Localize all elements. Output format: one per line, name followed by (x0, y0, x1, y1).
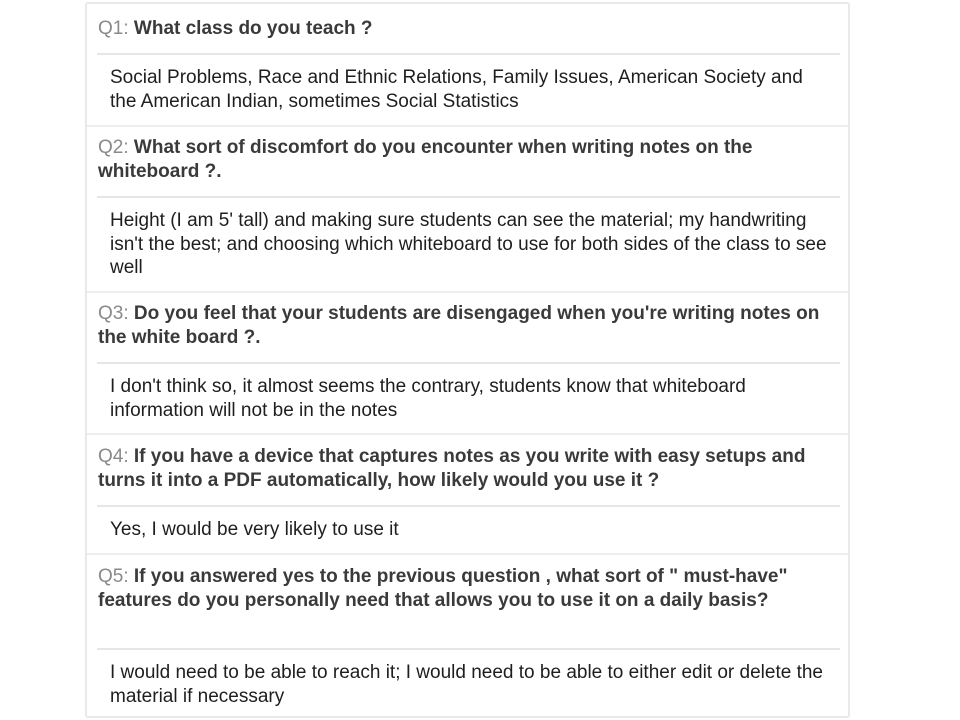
question-number: Q1: (98, 18, 129, 39)
answer-5: I would need to be able to reach it; I would need to be able to either edit or delete the material if necessary (110, 662, 823, 707)
divider (97, 362, 840, 364)
question-text: What sort of discomfort do you encounter when writing notes on the whiteboard ?. (98, 137, 753, 182)
section-separator (87, 553, 848, 555)
section-separator (87, 433, 848, 435)
divider (97, 505, 840, 507)
question-text: If you answered yes to the previous question , what sort of " must-have" features do you personally need that allows you to use it on a daily basis? (98, 566, 788, 611)
question-3 (98, 302, 838, 349)
answer-4: Yes, I would be very likely to use it (110, 519, 399, 540)
question-4 (98, 445, 838, 492)
question-5 (98, 565, 838, 612)
question-number: Q5: (98, 566, 129, 587)
question-number: Q4: (98, 446, 129, 467)
survey-response-panel (85, 2, 850, 718)
answer-2: Height (I am 5' tall) and making sure students can see the material; my handwriting isn't the best; and choosing which whiteboard to use for both sides of the class to see well (110, 210, 827, 278)
divider (97, 53, 840, 55)
question-text: Do you feel that your students are disengaged when you're writing notes on the white board ?. (98, 303, 820, 348)
question-text: What class do you teach ? (133, 18, 373, 39)
divider (97, 196, 840, 198)
question-number: Q2: (98, 137, 129, 158)
question-1 (98, 17, 838, 41)
answer-3: I don't think so, it almost seems the contrary, students know that whiteboard information will not be in the notes (110, 376, 746, 421)
divider (97, 648, 840, 650)
section-separator (87, 125, 848, 127)
question-text: If you have a device that captures notes as you write with easy setups and turns it into a PDF automatically, how likely would you use it ? (98, 446, 806, 491)
section-separator (87, 291, 848, 293)
question-2 (98, 136, 838, 183)
answer-1: Social Problems, Race and Ethnic Relations, Family Issues, American Society and the American Indian, sometimes Social Statistics (110, 67, 803, 112)
question-number: Q3: (98, 303, 129, 324)
